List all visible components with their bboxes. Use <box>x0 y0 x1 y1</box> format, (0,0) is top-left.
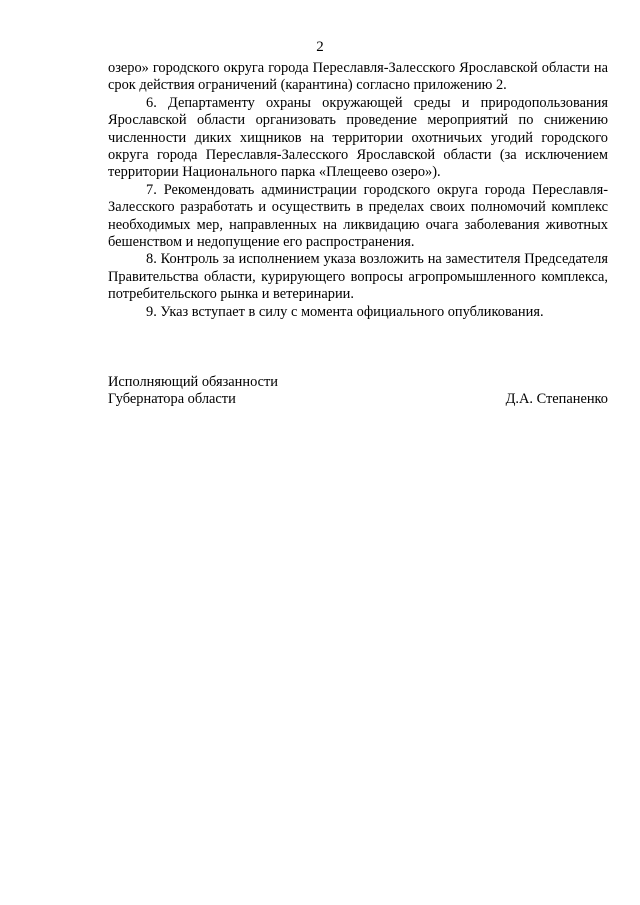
paragraph-item-9: 9. Указ вступает в силу с момента официального опубликования. <box>146 303 544 320</box>
signature-line <box>108 391 608 408</box>
signatory-position-line2: Губернатора области <box>108 391 236 408</box>
signatory-name: Д.А. Степаненко <box>505 391 608 408</box>
signature-block <box>108 374 608 409</box>
paragraph-item-6: 6. Департаменту охраны окружающей среды и природопользования Ярославской области организовать проведение мероприятий по снижению численности диких хищников на территории охотничьих угодий городского округа города Переславля-Залесского Ярославской области (за исключением территории Национального парка «Плещеево озеро»). <box>108 94 608 181</box>
signatory-position-line1: Исполняющий обязанности <box>108 374 279 390</box>
paragraph-continuation: озеро» городского округа города Переславля-Залесского Ярославской области на срок действия ограничений (карантина) согласно приложению 2. <box>108 60 608 94</box>
page-number: 2 <box>316 39 324 55</box>
paragraph-item-7: 7. Рекомендовать администрации городского округа города Переславля-Залесского разработать и осуществить в пределах своих полномочий комплекс необходимых мер, направленных на ликвидацию очага заболевания животных бешенством и недопущение его распространения. <box>108 181 608 251</box>
document-body <box>108 60 608 321</box>
paragraph-item-8: 8. Контроль за исполнением указа возложить на заместителя Председателя Правительства области, курирующего вопросы агропромышленного комплекса, потребительского рынка и ветеринарии. <box>108 251 608 303</box>
